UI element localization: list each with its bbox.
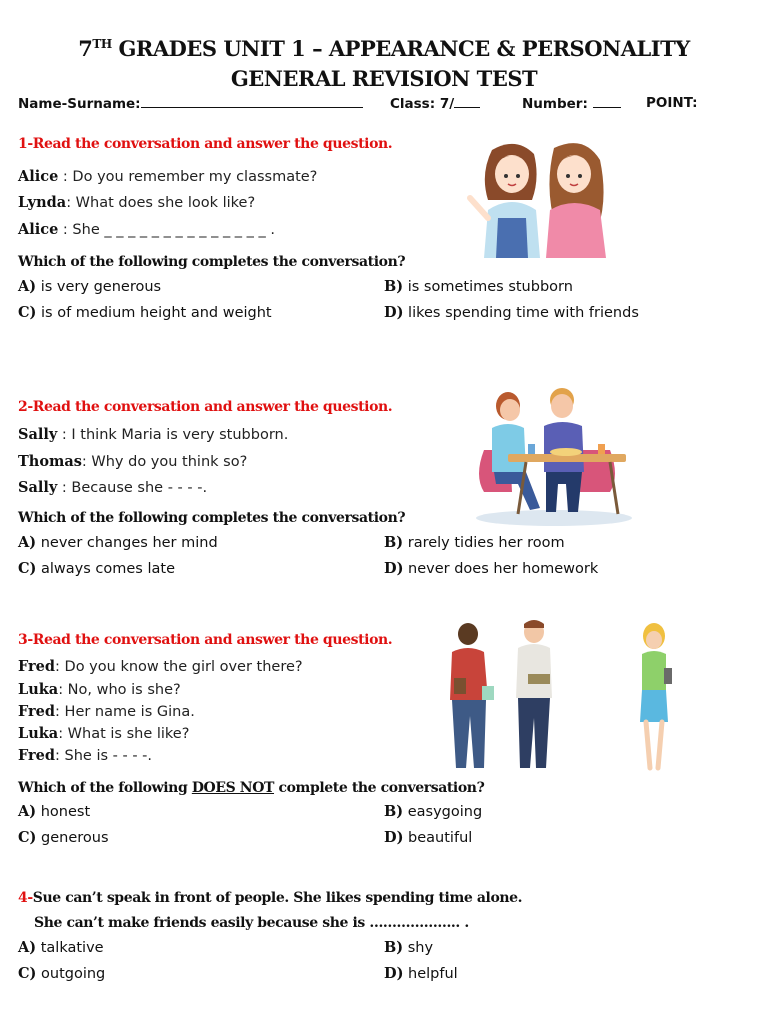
q3-dialogue-line: Luka: What is she like? — [18, 725, 190, 742]
q3-dialogue-line: Fred: Her name is Gina. — [18, 703, 195, 720]
students-illustration — [440, 618, 690, 776]
q4-option-b[interactable]: B) shy — [384, 939, 434, 956]
q2-option-a[interactable]: A) never changes her mind — [18, 534, 218, 551]
q1-option-a[interactable]: A) is very generous — [18, 278, 162, 295]
q2-dialogue-line: Sally : I think Maria is very stubborn. — [18, 426, 289, 443]
point-label: POINT: — [646, 95, 698, 111]
class-field: Class: 7/ — [390, 95, 480, 112]
q2-option-c[interactable]: C) always comes late — [18, 560, 175, 577]
q1-dialogue-line: Alice : She _ _ _ _ _ _ _ _ _ _ _ _ _ _ . — [18, 221, 275, 238]
q2-option-b[interactable]: B) rarely tidies her room — [384, 534, 565, 551]
q3-dialogue-line: Fred: She is - - - -. — [18, 747, 153, 764]
q2-heading: 2-Read the conversation and answer the question. — [18, 399, 393, 415]
q1-dialogue-line: Lynda: What does she look like? — [18, 194, 256, 211]
q1-option-d[interactable]: D) likes spending time with friends — [384, 304, 639, 321]
q2-question: Which of the following completes the conversation? — [18, 510, 406, 526]
q1-dialogue-line: Alice : Do you remember my classmate? — [18, 168, 318, 185]
q1-heading: 1-Read the conversation and answer the question. — [18, 136, 393, 152]
q1-option-c[interactable]: C) is of medium height and weight — [18, 304, 272, 321]
q3-option-d[interactable]: D) beautiful — [384, 829, 473, 846]
title-line-2: GENERAL REVISION TEST — [230, 66, 538, 91]
q3-option-b[interactable]: B) easygoing — [384, 803, 483, 820]
q3-dialogue-line: Fred: Do you know the girl over there? — [18, 658, 303, 675]
q3-dialogue-line: Luka: No, who is she? — [18, 681, 181, 698]
q1-option-b[interactable]: B) is sometimes stubborn — [384, 278, 573, 295]
q2-dialogue-line: Sally : Because she - - - -. — [18, 479, 208, 496]
q4-stem-line-1: 4-Sue can’t speak in front of people. She likes spending time alone. — [18, 890, 523, 906]
q4-option-c[interactable]: C) outgoing — [18, 965, 106, 982]
title-line-1: 7TH GRADES UNIT 1 – APPEARANCE & PERSONALITY — [78, 36, 690, 61]
q3-option-c[interactable]: C) generous — [18, 829, 109, 846]
name-surname-field: Name-Surname: — [18, 95, 363, 112]
two-girls-illustration — [458, 138, 608, 258]
q3-emphasis: DOES NOT — [191, 780, 275, 796]
q4-option-d[interactable]: D) helpful — [384, 965, 458, 982]
q2-option-d[interactable]: D) never does her homework — [384, 560, 599, 577]
q3-option-a[interactable]: A) honest — [18, 803, 91, 820]
q4-stem-line-2: She can’t make friends easily because she is ……………….. . — [34, 915, 469, 931]
q3-question: Which of the following DOES NOT complete the conversation? — [18, 780, 485, 796]
couple-at-table-illustration — [470, 380, 636, 530]
q3-heading: 3-Read the conversation and answer the question. — [18, 632, 393, 648]
q4-option-a[interactable]: A) talkative — [18, 939, 104, 956]
number-field: Number: — [522, 95, 621, 112]
q2-dialogue-line: Thomas: Why do you think so? — [18, 453, 248, 470]
q1-question: Which of the following completes the conversation? — [18, 254, 406, 270]
